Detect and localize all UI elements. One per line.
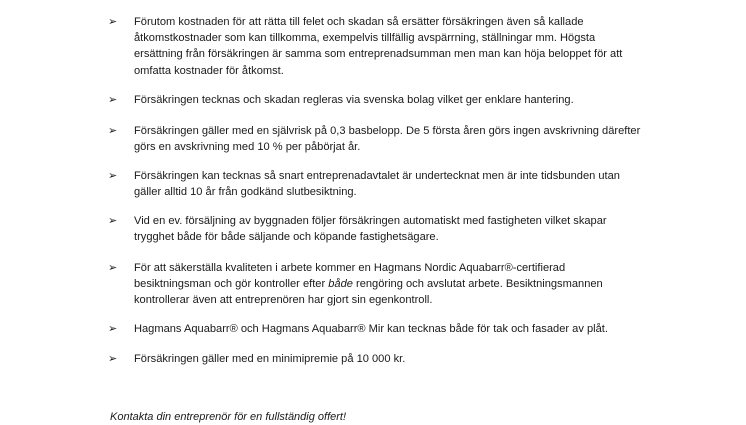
text-segment: rengöring och avslutat arbete. Besiktningsmannen — [352, 278, 603, 291]
text-line: ersättning från försäkringen är samma som entreprenadsumman men man kan höja beloppet för att — [134, 48, 623, 61]
text-line: omfatta kostnader för åtkomst. — [134, 64, 284, 77]
arrow-bullet-icon: ➢ — [108, 16, 118, 28]
text-line: Förutom kostnaden för att rätta till felet och skadan så ersätter försäkringen även så kallade — [134, 16, 584, 28]
text-line: Försäkringen kan tecknas så snart entreprenadavtalet är undertecknat men är inte tidsbunden utan — [134, 170, 620, 182]
arrow-bullet-icon: ➢ — [108, 170, 118, 182]
text-line: Hagmans Aquabarr® och Hagmans Aquabarr® Mir kan tecknas både för tak och fasader av plåt. — [134, 323, 608, 335]
emphasis-text: både — [328, 278, 353, 291]
arrow-bullet-icon: ➢ — [108, 94, 118, 106]
arrow-bullet-icon: ➢ — [108, 215, 118, 227]
text-line: åtkomstkostnader som kan tillkomma, exempelvis tillfällig avspärrning, ställningar mm. Högsta — [134, 32, 596, 45]
bullet-text — [134, 321, 714, 337]
bullet-text — [134, 92, 714, 108]
arrow-bullet-icon: ➢ — [108, 323, 118, 335]
text-line: Vid en ev. försäljning av byggnaden följer försäkringen automatiskt med fastigheten vilket skapar — [134, 215, 607, 227]
arrow-bullet-icon: ➢ — [108, 125, 118, 137]
text-line: Försäkringen gäller med en självrisk på 0,3 basbelopp. De 5 första åren görs ingen avskrivning därefter — [134, 125, 641, 137]
text-line: Försäkringen tecknas och skadan regleras via svenska bolag vilket ger enklare hantering. — [134, 94, 574, 106]
text-line: kontrollerar även att entreprenören har gjort sin egenkontroll. — [134, 294, 433, 307]
arrow-bullet-icon: ➢ — [108, 262, 118, 274]
text-line: Försäkringen gäller med en minimipremie på 10 000 kr. — [134, 353, 406, 365]
bullet-text — [134, 168, 714, 200]
bullet-text — [134, 260, 714, 309]
text-line: görs en avskrivning med 10 % per påbörjat år. — [134, 141, 361, 154]
text-line: trygghet både för både säljande och köpande fastighetsägare. — [134, 231, 439, 244]
arrow-bullet-icon: ➢ — [108, 353, 118, 365]
bullet-text — [134, 213, 714, 245]
text-line: gäller alltid 10 år från godkänd slutbesiktning. — [134, 186, 357, 199]
contact-footer-text: Kontakta din entreprenör för en fullständig offert! — [110, 411, 347, 423]
text-segment: besiktningsman och gör kontroller efter — [134, 278, 329, 291]
bullet-text — [134, 351, 714, 367]
text-line — [134, 276, 714, 292]
bullet-text — [134, 14, 714, 79]
text-line: För att säkerställa kvaliteten i arbete kommer en Hagmans Nordic Aquabarr®-certifierad — [134, 262, 566, 274]
bullet-text — [134, 123, 714, 155]
